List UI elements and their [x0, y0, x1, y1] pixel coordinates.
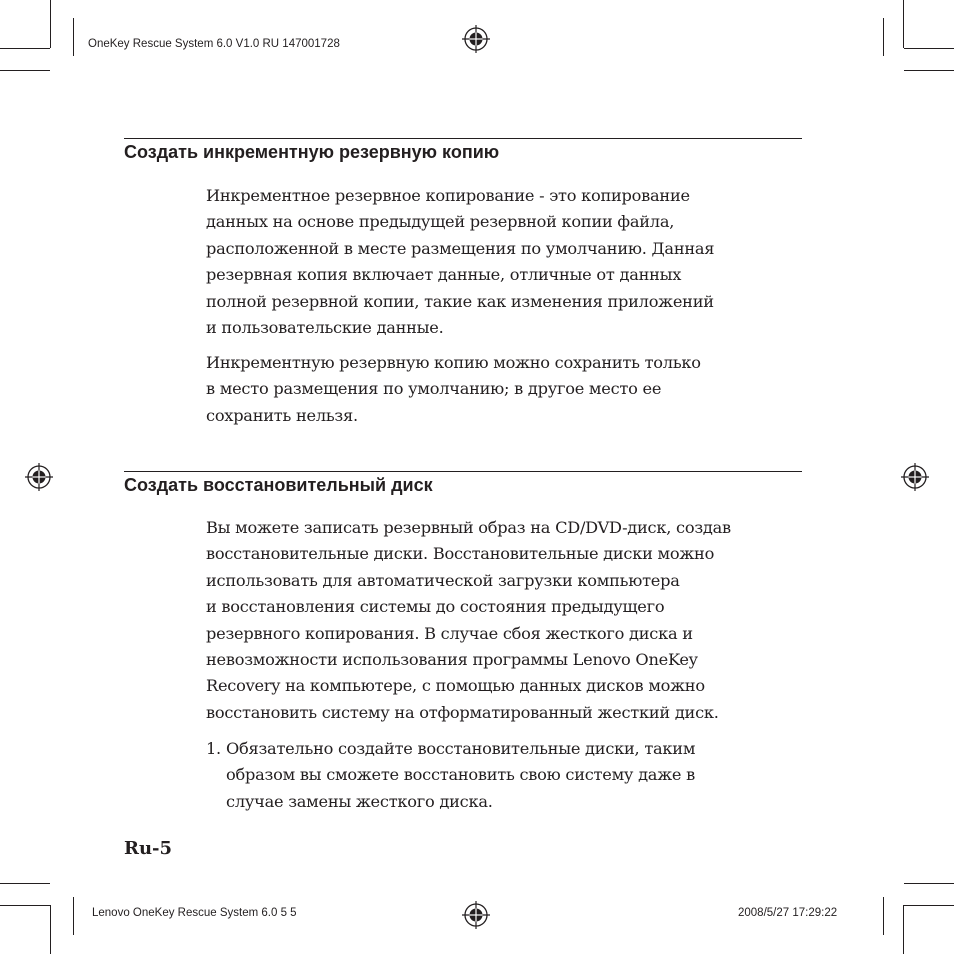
text-line: в место размещения по умолчанию; в другое место ее	[206, 379, 662, 399]
paragraph	[206, 183, 806, 341]
list-number: 1.	[206, 739, 221, 758]
section-rule	[124, 471, 802, 472]
registration-mark-icon	[462, 901, 490, 929]
text-line: Recovery на компьютере, с помощью данных дисков можно	[206, 676, 705, 696]
text-line: и пользовательские данные.	[206, 318, 444, 338]
crop-mark	[904, 883, 954, 884]
slug-bottom-right: 2008/5/27 17:29:22	[738, 907, 838, 919]
section-heading: Создать инкрементную резервную копию	[124, 142, 500, 162]
text-line: сохранить нельзя.	[206, 405, 358, 425]
crop-mark	[50, 0, 51, 48]
text-line: образом вы сможете восстановить свою систему даже в	[226, 765, 695, 785]
section-rule	[124, 138, 802, 139]
section-heading: Создать восстановительный диск	[124, 475, 433, 495]
crop-mark	[883, 897, 884, 935]
crop-mark	[0, 905, 50, 906]
numbered-list-item	[206, 736, 806, 815]
crop-mark	[0, 70, 50, 71]
crop-mark	[904, 905, 954, 906]
text-line: Инкрементную резервную копию можно сохранить только	[206, 353, 701, 372]
paragraph	[206, 515, 806, 726]
text-line: полной резервной копии, такие как изменения приложений	[206, 291, 714, 311]
paragraph	[206, 350, 806, 429]
crop-mark	[883, 18, 884, 56]
crop-mark	[904, 70, 954, 71]
text-line: использовать для автоматической загрузки компьютера	[206, 570, 680, 590]
text-line: и восстановления системы до состояния предыдущего	[206, 597, 665, 617]
crop-mark	[73, 897, 74, 935]
crop-mark	[50, 905, 51, 954]
crop-mark	[903, 0, 904, 48]
text-line: резервного копирования. В случае сбоя жесткого диска и	[206, 623, 693, 643]
text-line: резервная копия включает данные, отличные от данных	[206, 265, 682, 285]
page-number: Ru-5	[124, 838, 173, 859]
text-line: расположенной в месте размещения по умолчанию. Данная	[206, 238, 715, 258]
crop-mark	[0, 883, 50, 884]
text-line: Вы можете записать резервный образ на CD/DVD-диск, создав	[206, 518, 731, 537]
registration-mark-icon	[25, 463, 53, 491]
crop-mark	[903, 905, 904, 954]
text-line: Инкрементное резервное копирование - это копирование	[206, 186, 690, 205]
text-line: Обязательно создайте восстановительные диски, таким	[226, 739, 696, 758]
text-line: восстановить систему на отформатированный жесткий диск.	[206, 702, 719, 722]
slug-bottom-left: Lenovo OneKey Rescue System 6.0 5 5	[92, 907, 297, 919]
registration-mark-icon	[462, 25, 490, 53]
crop-mark	[0, 48, 50, 49]
text-line: невозможности использования программы Lenovo OneKey	[206, 650, 698, 670]
slug-top: OneKey Rescue System 6.0 V1.0 RU 147001728	[88, 38, 340, 50]
crop-mark	[904, 48, 954, 49]
registration-mark-icon	[901, 463, 929, 491]
text-line: восстановительные диски. Восстановительные диски можно	[206, 544, 715, 564]
crop-mark	[73, 18, 74, 56]
text-line: случае замены жесткого диска.	[226, 791, 493, 811]
text-line: данных на основе предыдущей резервной копии файла,	[206, 212, 675, 232]
